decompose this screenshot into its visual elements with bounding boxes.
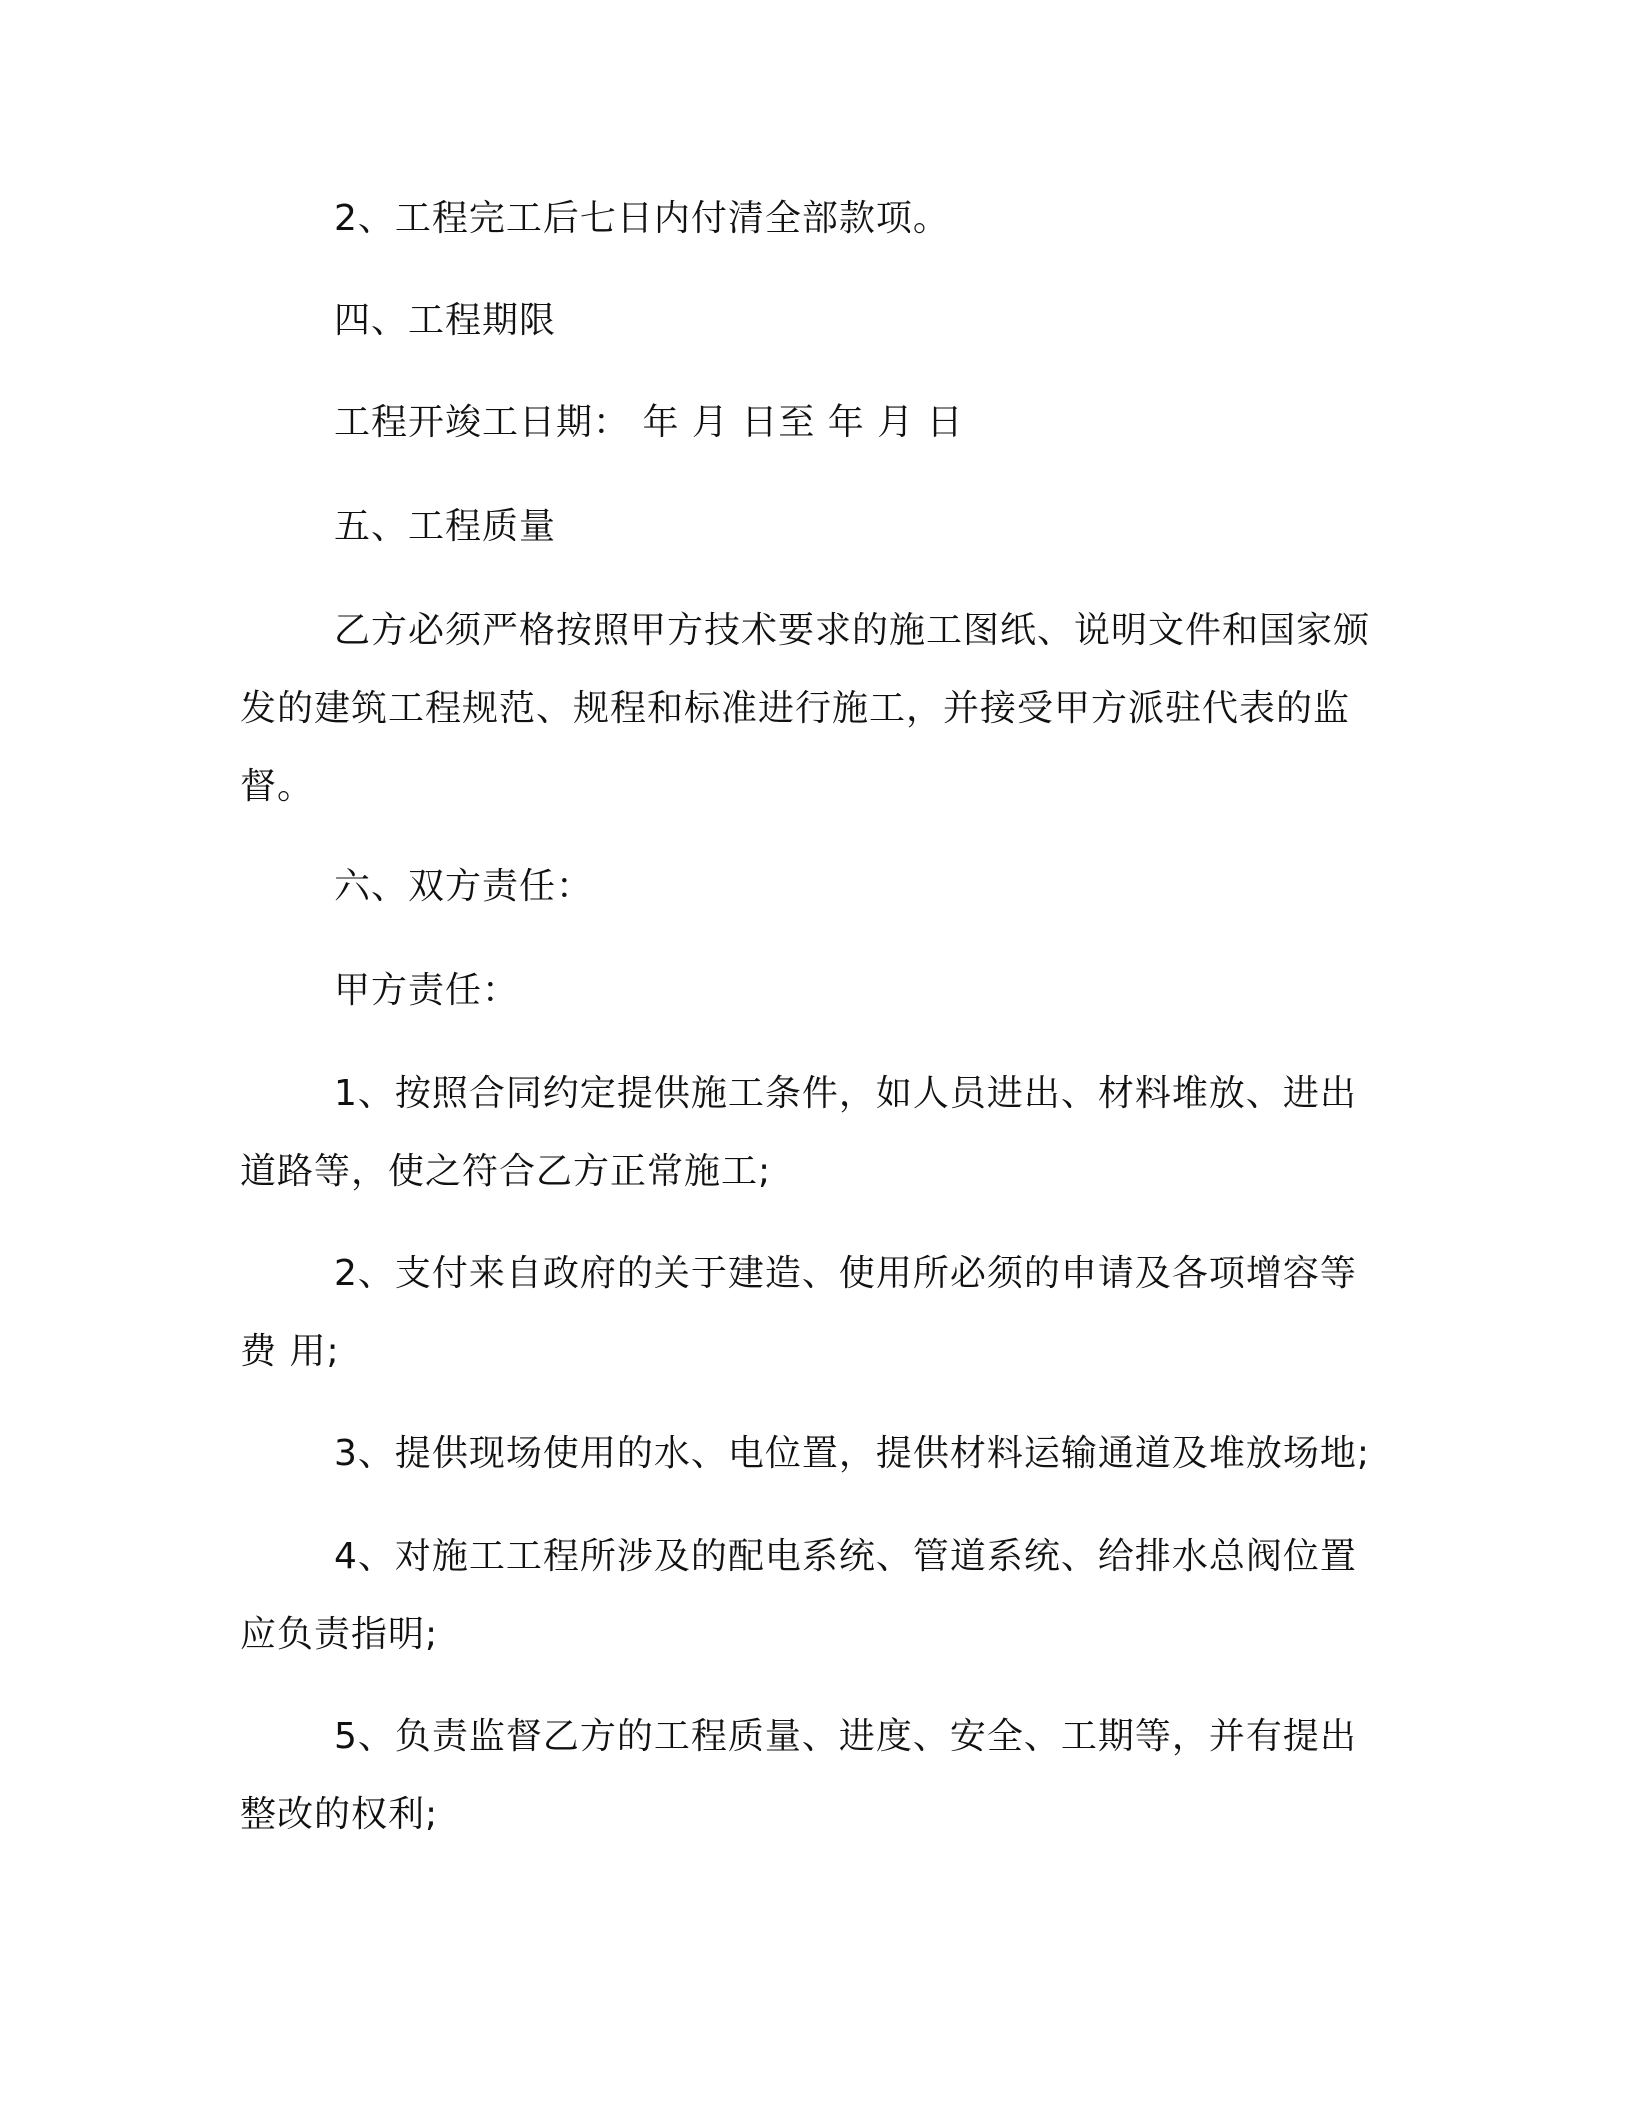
text-line: 工程开竣工日期： 年 月 日至 年 月 日: [334, 402, 964, 443]
party-a-item-4: [240, 1518, 1380, 1674]
paragraph-construction-dates: [240, 384, 1380, 462]
text-line: 六、双方责任：: [334, 866, 594, 907]
text-line: 费 用;: [240, 1331, 340, 1372]
text-line: 乙方必须严格按照甲方技术要求的施工图纸、说明文件和国家颁: [334, 610, 1371, 651]
text-line: 2、支付来自政府的关于建造、使用所必须的申请及各项增容等: [334, 1253, 1357, 1294]
party-a-item-5: [240, 1698, 1380, 1854]
text-line: 4、对施工工程所涉及的配电系统、管道系统、给排水总阀位置: [334, 1536, 1357, 1577]
paragraph-payment-2: [240, 180, 1380, 258]
text-line: 督。: [240, 766, 315, 807]
party-a-item-1: [240, 1055, 1380, 1211]
section-heading-quality: [240, 488, 1380, 566]
text-line: 四、工程期限: [334, 300, 557, 341]
text-line: 应负责指明;: [240, 1614, 439, 1655]
section-heading-schedule: [240, 282, 1380, 360]
text-line: 2、工程完工后七日内付清全部款项。: [334, 198, 950, 239]
text-line: 甲方责任：: [334, 970, 520, 1011]
paragraph-quality: [240, 592, 1380, 826]
text-line: 1、按照合同约定提供施工条件，如人员进出、材料堆放、进出: [334, 1073, 1357, 1114]
text-line: 发的建筑工程规范、规程和标准进行施工，并接受甲方派驻代表的监: [240, 688, 1351, 729]
party-a-heading: [240, 952, 1380, 1030]
text-line: 道路等，使之符合乙方正常施工;: [240, 1151, 772, 1192]
party-a-item-3: [240, 1415, 1380, 1493]
party-a-item-2: [240, 1235, 1380, 1391]
text-line: 整改的权利;: [240, 1794, 439, 1835]
text-line: 五、工程质量: [334, 506, 557, 547]
section-heading-responsibilities: [240, 848, 1380, 926]
text-line: 3、提供现场使用的水、电位置，提供材料运输通道及堆放场地;: [334, 1433, 1371, 1474]
text-line: 5、负责监督乙方的工程质量、进度、安全、工期等，并有提出: [334, 1716, 1357, 1757]
